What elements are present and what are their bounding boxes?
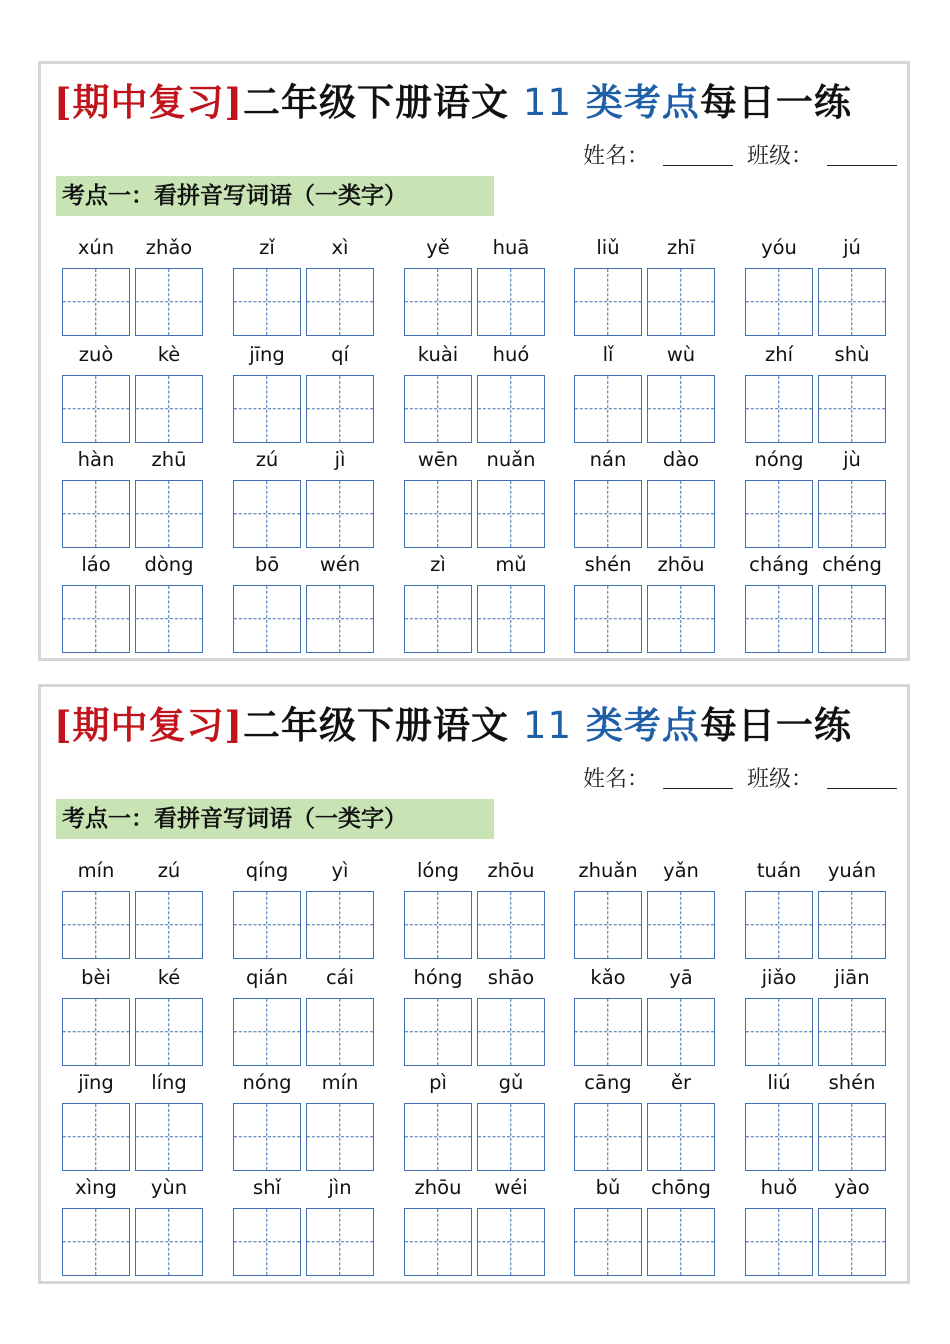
word-item xyxy=(62,444,207,550)
word-item xyxy=(745,339,890,445)
word-item xyxy=(745,1067,890,1173)
word-item xyxy=(745,549,890,655)
name-class-row xyxy=(583,136,897,170)
writing-box[interactable] xyxy=(306,480,374,548)
writing-box[interactable] xyxy=(477,585,545,653)
pinyin-label: yā xyxy=(669,966,693,989)
writing-box[interactable] xyxy=(233,998,301,1066)
pinyin-label: wéi xyxy=(494,1176,528,1199)
word-item xyxy=(404,1172,549,1278)
writing-box[interactable] xyxy=(135,998,203,1066)
pinyin-label: zì xyxy=(430,553,446,576)
word-item xyxy=(404,232,549,338)
pinyin-label: qián xyxy=(245,966,289,989)
class-label: 班级： xyxy=(746,767,813,792)
exercise-row xyxy=(62,1067,892,1173)
pinyin-label: zhí xyxy=(764,343,793,366)
writing-box[interactable] xyxy=(745,1103,813,1171)
pinyin-label: qíng xyxy=(245,859,289,882)
writing-box[interactable] xyxy=(745,1208,813,1276)
word-item xyxy=(404,855,549,961)
pinyin-label: yuán xyxy=(827,859,877,882)
writing-box[interactable] xyxy=(647,585,715,653)
title-category: 类考点 xyxy=(585,703,700,747)
pinyin-label: yùn xyxy=(150,1176,188,1199)
writing-box[interactable] xyxy=(62,998,130,1066)
pinyin-label: zhuǎn xyxy=(578,859,638,882)
pinyin-label: wēn xyxy=(417,448,459,471)
pinyin-label: cái xyxy=(325,966,355,989)
title-grade: 二年级下册语文 xyxy=(243,80,510,124)
writing-box[interactable] xyxy=(574,891,642,959)
pinyin-label: yě xyxy=(426,236,450,259)
writing-box[interactable] xyxy=(404,375,472,443)
pinyin-label: zhū xyxy=(151,448,187,471)
title-category: 类考点 xyxy=(585,80,700,124)
writing-box[interactable] xyxy=(574,1208,642,1276)
writing-box[interactable] xyxy=(647,268,715,336)
word-item xyxy=(404,339,549,445)
writing-box[interactable] xyxy=(404,998,472,1066)
writing-box[interactable] xyxy=(62,1208,130,1276)
word-item xyxy=(574,855,719,961)
writing-box[interactable] xyxy=(404,891,472,959)
writing-box[interactable] xyxy=(233,375,301,443)
class-blank[interactable] xyxy=(827,164,897,166)
word-item xyxy=(62,1067,207,1173)
pinyin-label: jú xyxy=(843,236,861,259)
title-grade: 二年级下册语文 xyxy=(243,703,510,747)
writing-box[interactable] xyxy=(647,480,715,548)
writing-box[interactable] xyxy=(647,375,715,443)
pinyin-label: mín xyxy=(321,1071,359,1094)
pinyin-label: shǐ xyxy=(253,1176,281,1199)
pinyin-label: zhōu xyxy=(657,553,705,576)
class-label: 班级： xyxy=(746,144,813,169)
pinyin-label: chōng xyxy=(651,1176,711,1199)
word-item xyxy=(233,549,378,655)
writing-box[interactable] xyxy=(135,1103,203,1171)
pinyin-label: jìn xyxy=(328,1176,352,1199)
writing-box[interactable] xyxy=(818,1103,886,1171)
title-number: 11 xyxy=(522,704,572,747)
pinyin-label: xìng xyxy=(75,1176,117,1199)
writing-box[interactable] xyxy=(574,1103,642,1171)
word-item xyxy=(233,1067,378,1173)
worksheet-2 xyxy=(38,684,910,1284)
pinyin-label: shù xyxy=(834,343,870,366)
writing-box[interactable] xyxy=(647,891,715,959)
writing-box[interactable] xyxy=(477,998,545,1066)
pinyin-label: liú xyxy=(767,1071,791,1094)
word-item xyxy=(62,232,207,338)
word-item xyxy=(62,962,207,1068)
writing-box[interactable] xyxy=(745,891,813,959)
writing-box[interactable] xyxy=(477,891,545,959)
pinyin-label: zhōu xyxy=(487,859,535,882)
pinyin-label: gǔ xyxy=(498,1071,524,1094)
pinyin-label: zhōu xyxy=(414,1176,462,1199)
writing-box[interactable] xyxy=(404,585,472,653)
word-item xyxy=(404,962,549,1068)
word-item xyxy=(574,339,719,445)
pinyin-label: bǔ xyxy=(595,1176,621,1199)
pinyin-label: kǎo xyxy=(590,966,626,989)
writing-box[interactable] xyxy=(404,1208,472,1276)
word-item xyxy=(745,1172,890,1278)
pinyin-label: zǐ xyxy=(259,236,275,259)
writing-box[interactable] xyxy=(745,480,813,548)
writing-box[interactable] xyxy=(233,891,301,959)
pinyin-label: chéng xyxy=(822,553,882,576)
writing-box[interactable] xyxy=(62,891,130,959)
pinyin-label: yǎn xyxy=(663,859,699,882)
word-item xyxy=(574,1172,719,1278)
pinyin-label: wù xyxy=(666,343,696,366)
title-bracket: [期中复习] xyxy=(54,703,244,747)
word-item xyxy=(745,232,890,338)
pinyin-label: yào xyxy=(834,1176,870,1199)
writing-box[interactable] xyxy=(745,268,813,336)
word-item xyxy=(574,444,719,550)
pinyin-label: shāo xyxy=(487,966,535,989)
writing-box[interactable] xyxy=(306,585,374,653)
word-item xyxy=(574,232,719,338)
writing-box[interactable] xyxy=(574,998,642,1066)
worksheet-1 xyxy=(38,61,910,661)
word-item xyxy=(62,855,207,961)
pinyin-label: shén xyxy=(828,1071,876,1094)
writing-box[interactable] xyxy=(477,480,545,548)
pinyin-label: nán xyxy=(589,448,627,471)
pinyin-label: jiǎo xyxy=(761,966,797,989)
pinyin-label: tuán xyxy=(756,859,802,882)
pinyin-label: lóng xyxy=(416,859,460,882)
writing-box[interactable] xyxy=(135,480,203,548)
writing-box[interactable] xyxy=(818,585,886,653)
pinyin-label: nóng xyxy=(242,1071,292,1094)
exercise-row xyxy=(62,855,892,961)
pinyin-label: zhǎo xyxy=(145,236,193,259)
pinyin-label: ěr xyxy=(670,1071,691,1094)
word-item xyxy=(574,1067,719,1173)
writing-box[interactable] xyxy=(574,480,642,548)
writing-box[interactable] xyxy=(647,1208,715,1276)
writing-box[interactable] xyxy=(818,998,886,1066)
writing-box[interactable] xyxy=(135,891,203,959)
pinyin-label: shén xyxy=(584,553,632,576)
title-bracket: [期中复习] xyxy=(54,80,244,124)
title-daily: 每日一练 xyxy=(699,703,852,747)
word-item xyxy=(233,232,378,338)
writing-box[interactable] xyxy=(647,1103,715,1171)
pinyin-label: bèi xyxy=(81,966,111,989)
writing-box[interactable] xyxy=(818,891,886,959)
class-blank[interactable] xyxy=(827,787,897,789)
writing-box[interactable] xyxy=(233,1208,301,1276)
writing-box[interactable] xyxy=(404,1103,472,1171)
pinyin-label: zú xyxy=(255,448,279,471)
writing-box[interactable] xyxy=(477,375,545,443)
writing-box[interactable] xyxy=(306,891,374,959)
pinyin-label: láo xyxy=(81,553,111,576)
pinyin-label: pì xyxy=(429,1071,447,1094)
pinyin-label: nóng xyxy=(754,448,804,471)
title-number: 11 xyxy=(522,81,572,124)
writing-box[interactable] xyxy=(233,480,301,548)
writing-box[interactable] xyxy=(745,585,813,653)
pinyin-label: cāng xyxy=(584,1071,632,1094)
exercise-row xyxy=(62,339,892,445)
word-item xyxy=(745,962,890,1068)
exercise-row xyxy=(62,962,892,1068)
writing-box[interactable] xyxy=(745,375,813,443)
section-banner: 考点一：看拼音写词语（一类字） xyxy=(56,176,494,216)
writing-box[interactable] xyxy=(818,1208,886,1276)
pinyin-label: wén xyxy=(319,553,361,576)
pinyin-label: mín xyxy=(77,859,115,882)
worksheet-title xyxy=(54,697,852,753)
worksheet-title xyxy=(54,74,852,130)
writing-box[interactable] xyxy=(404,480,472,548)
writing-box[interactable] xyxy=(62,268,130,336)
pinyin-label: bō xyxy=(254,553,280,576)
writing-box[interactable] xyxy=(306,998,374,1066)
word-item xyxy=(574,549,719,655)
word-item xyxy=(574,962,719,1068)
writing-box[interactable] xyxy=(233,268,301,336)
pinyin-label: ké xyxy=(157,966,181,989)
word-item xyxy=(62,339,207,445)
pinyin-label: líng xyxy=(151,1071,187,1094)
word-item xyxy=(404,549,549,655)
pinyin-label: lǐ xyxy=(602,343,614,366)
pinyin-label: liǔ xyxy=(596,236,620,259)
word-item xyxy=(62,549,207,655)
pinyin-label: dòng xyxy=(144,553,194,576)
word-item xyxy=(233,962,378,1068)
pinyin-label: xì xyxy=(331,236,349,259)
pinyin-label: xún xyxy=(77,236,115,259)
writing-box[interactable] xyxy=(306,375,374,443)
writing-box[interactable] xyxy=(233,1103,301,1171)
pinyin-label: jiān xyxy=(834,966,870,989)
pinyin-label: jù xyxy=(843,448,861,471)
name-label: 姓名： xyxy=(582,144,649,169)
writing-box[interactable] xyxy=(818,480,886,548)
writing-box[interactable] xyxy=(574,268,642,336)
writing-box[interactable] xyxy=(818,268,886,336)
writing-box[interactable] xyxy=(62,375,130,443)
writing-box[interactable] xyxy=(477,1103,545,1171)
writing-box[interactable] xyxy=(62,585,130,653)
pinyin-label: mǔ xyxy=(495,553,527,576)
word-item xyxy=(745,855,890,961)
name-blank[interactable] xyxy=(663,164,733,166)
name-blank[interactable] xyxy=(663,787,733,789)
word-item xyxy=(745,444,890,550)
pinyin-label: zhī xyxy=(666,236,695,259)
pinyin-label: jīng xyxy=(78,1071,114,1094)
pinyin-label: yì xyxy=(331,859,349,882)
writing-box[interactable] xyxy=(745,998,813,1066)
writing-box[interactable] xyxy=(647,998,715,1066)
pinyin-label: cháng xyxy=(749,553,809,576)
pinyin-label: qí xyxy=(331,343,349,366)
writing-box[interactable] xyxy=(306,1208,374,1276)
writing-box[interactable] xyxy=(135,375,203,443)
pinyin-label: hóng xyxy=(413,966,463,989)
writing-box[interactable] xyxy=(62,480,130,548)
word-item xyxy=(233,1172,378,1278)
writing-box[interactable] xyxy=(818,375,886,443)
writing-box[interactable] xyxy=(574,585,642,653)
pinyin-label: zú xyxy=(157,859,181,882)
exercise-row xyxy=(62,1172,892,1278)
writing-box[interactable] xyxy=(306,268,374,336)
word-item xyxy=(233,444,378,550)
writing-box[interactable] xyxy=(233,585,301,653)
writing-box[interactable] xyxy=(574,375,642,443)
exercise-row xyxy=(62,232,892,338)
writing-box[interactable] xyxy=(135,585,203,653)
writing-box[interactable] xyxy=(306,1103,374,1171)
writing-box[interactable] xyxy=(62,1103,130,1171)
word-item xyxy=(404,444,549,550)
writing-box[interactable] xyxy=(477,1208,545,1276)
word-item xyxy=(404,1067,549,1173)
writing-box[interactable] xyxy=(404,268,472,336)
pinyin-label: jīng xyxy=(249,343,285,366)
word-item xyxy=(62,1172,207,1278)
pinyin-label: zuò xyxy=(78,343,114,366)
pinyin-label: kuài xyxy=(417,343,459,366)
word-item xyxy=(233,339,378,445)
name-class-row xyxy=(583,759,897,793)
word-item xyxy=(233,855,378,961)
exercise-row xyxy=(62,549,892,655)
pinyin-label: huǒ xyxy=(760,1176,798,1199)
pinyin-label: yóu xyxy=(761,236,797,259)
pinyin-label: huó xyxy=(492,343,530,366)
pinyin-label: dào xyxy=(662,448,700,471)
pinyin-label: huā xyxy=(492,236,530,259)
title-daily: 每日一练 xyxy=(699,80,852,124)
pinyin-label: nuǎn xyxy=(486,448,536,471)
writing-box[interactable] xyxy=(135,1208,203,1276)
exercise-row xyxy=(62,444,892,550)
writing-box[interactable] xyxy=(135,268,203,336)
pinyin-label: hàn xyxy=(77,448,115,471)
section-banner: 考点一：看拼音写词语（一类字） xyxy=(56,799,494,839)
pinyin-label: kè xyxy=(157,343,181,366)
writing-box[interactable] xyxy=(477,268,545,336)
pinyin-label: jì xyxy=(334,448,346,471)
name-label: 姓名： xyxy=(582,767,649,792)
